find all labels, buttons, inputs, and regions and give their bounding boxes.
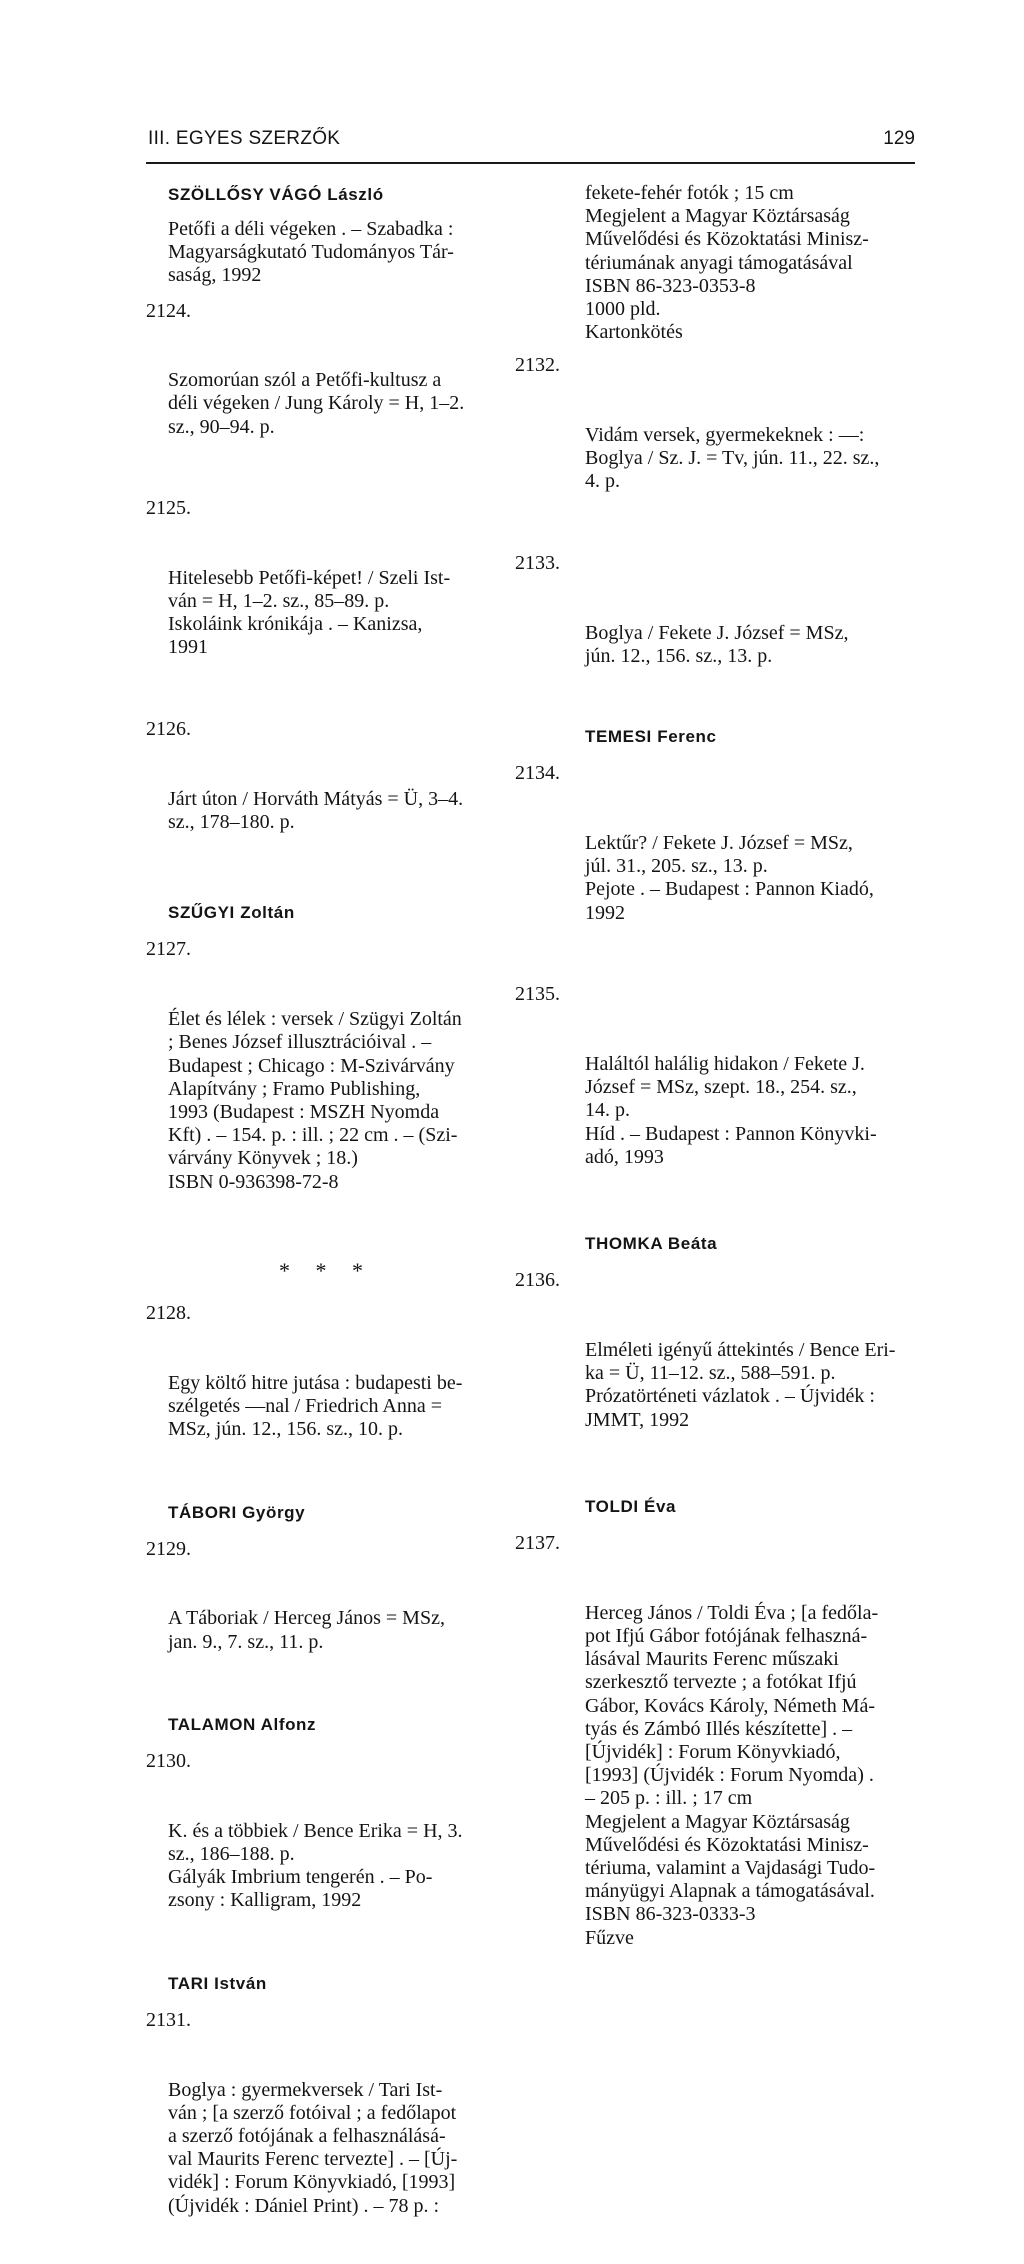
entry-text: K. és a többiek / Bence Erika = H, 3. sz., 186–188. p. Gályák Imbrium tengerén . – Po- zsony : Kalligram, 1992	[168, 1819, 463, 1912]
section-title: III. EGYES SZERZŐK	[148, 128, 341, 149]
entry-text: Egy költő hitre jutása : budapesti be- szélgetés ––nal / Friedrich Anna = MSz, jún. 12., 156. sz., 10. p.	[168, 1371, 463, 1441]
entry-text: Vidám versek, gyermekeknek : ––: Boglya / Sz. J. = Tv, jún. 11., 22. sz., 4. p.	[585, 424, 880, 493]
left-column	[146, 182, 506, 2264]
page-number: 129	[883, 128, 915, 149]
entry-text: A Táboriak / Herceg János = MSz, jan. 9., 7. sz., 11. p.	[168, 1607, 445, 1653]
entry-number: 2133.	[515, 552, 560, 575]
bib-entry	[515, 762, 925, 971]
author-heading: SZÖLLŐSY VÁGÓ László	[168, 185, 384, 204]
entry-number: 2125.	[146, 497, 191, 520]
right-column	[515, 182, 925, 1996]
author-heading: THOMKA Beáta	[585, 1234, 718, 1254]
entry-text: Lektűr? / Fekete J. József = MSz, júl. 31., 205. sz., 13. p. Pejote . – Budapest : Pannon Kiadó, 1992	[585, 832, 874, 924]
entry-text: Haláltól halálig hidakon / Fekete J. József = MSz, szept. 18., 254. sz., 14. p. Híd . – Budapest : Pannon Könyvki- adó, 1993	[585, 1052, 877, 1168]
entry-number: 2131.	[146, 2009, 191, 2031]
bib-entry	[146, 1302, 506, 1488]
entry-number: 2126.	[146, 718, 191, 741]
entry-intro-text: Petőfi a déli végeken . – Szabadka : Magyarságkutató Tudományos Tár- saság, 1992	[168, 218, 454, 287]
bib-entry	[146, 718, 506, 880]
bib-entry	[515, 354, 925, 540]
entry-text: Élet és lélek : versek / Szügyi Zoltán ; Benes József illusztrációival . – Budapest ; Chicago : M-Szivárvány Alapítvány ; Framo Publishing, 1993 (Budapest : MSZH Nyomda Kft) . – 154. p. : ill. ; 22 cm . – (Szi- várvány Könyvek ; 18.) ISBN 0-936398-72-8	[168, 1008, 462, 1193]
entry-number: 2136.	[515, 1269, 560, 1292]
section-separator: * * *	[279, 1258, 373, 1284]
entry-number: 2132.	[515, 354, 560, 377]
entry-number: 2130.	[146, 1750, 191, 1773]
entry-text: Elméleti igényű áttekintés / Bence Eri- ka = Ü, 11–12. sz., 588–591. p. Prózatörténeti vázlatok . – Újvidék : JMMT, 1992	[585, 1338, 896, 1431]
bib-entry	[515, 1532, 925, 1996]
bib-entry	[146, 2009, 506, 2264]
bib-entry	[515, 552, 925, 714]
author-heading: SZŰGYI Zoltán	[168, 903, 295, 923]
entry-number: 2128.	[146, 1302, 191, 1325]
entry-number: 2137.	[515, 1532, 560, 1555]
bib-entry	[146, 938, 506, 1240]
bib-entry	[146, 497, 506, 706]
author-heading: TEMESI Ferenc	[585, 727, 717, 747]
running-header	[146, 128, 915, 164]
entry-number: 2124.	[146, 299, 191, 322]
bib-entry	[146, 300, 506, 486]
author-heading: TARI István	[168, 1974, 267, 1993]
entry-text: Szomorúan szól a Petőfi-kultusz a déli végeken / Jung Károly = H, 1–2. sz., 90–94. p.	[168, 369, 465, 438]
entry-text: Herceg János / Toldi Éva ; [a fedőla- pot Ifjú Gábor fotójának felhaszná- lásával Maurits Ferenc műszaki szerkesztő tervezte ; a fotókat Ifjú Gábor, Kovács Károly, Németh Má- tyás és Zámbó Illés készítette] . – [Újvidék] : Forum Könyvkiadó, [1993] (Újvidék : Forum Nyomda) . – 205 p. : ill. ; 17 cm Megjelent a Magyar Köztársaság Művelődési és Közoktatási Minisz- tériuma, valamint a Vajdasági Tudo- mányügyi Alapnak a támogatásával. ISBN 86-323-0333-3 Fűzve	[585, 1601, 879, 1949]
author-heading: TÁBORI György	[168, 1502, 306, 1522]
entry-number: 2127.	[146, 938, 191, 961]
author-heading: TOLDI Éva	[585, 1497, 677, 1517]
entry-text: Járt úton / Horváth Mátyás = Ü, 3–4. sz., 178–180. p.	[168, 787, 464, 833]
entry-text: Hitelesebb Petőfi-képet! / Szeli Ist- ván = H, 1–2. sz., 85–89. p. Iskoláink krónikája . – Kanizsa, 1991	[168, 566, 451, 659]
bib-entry	[146, 1538, 506, 1700]
bib-entry	[146, 1750, 506, 1959]
author-heading: TALAMON Alfonz	[168, 1715, 317, 1735]
bib-entry	[515, 983, 925, 1215]
entry-number: 2135.	[515, 983, 560, 1006]
entry-text: Boglya : gyermekversek / Tari Ist- ván ; [a szerző fotóival ; a fedőlapot a szerző fotójának a felhasználásá- val Maurits Ferenc tervezte] . – [Új- vidék] : Forum Könyvkiadó, [1993] (Újvidék : Dániel Print) . – 78 p. :	[168, 2078, 458, 2217]
bib-entry	[515, 1269, 925, 1478]
entry-continuation-text: fekete-fehér fotók ; 15 cm Megjelent a Magyar Köztársaság Művelődési és Közoktatási Minisz- tériumának anyagi támogatásával ISBN 86-323-0353-8 1000 pld. Kartonkötés	[585, 182, 869, 344]
entry-text: Boglya / Fekete J. József = MSz, jún. 12., 156. sz., 13. p.	[585, 621, 849, 667]
entry-number: 2134.	[515, 762, 560, 785]
entry-number: 2129.	[146, 1537, 191, 1560]
